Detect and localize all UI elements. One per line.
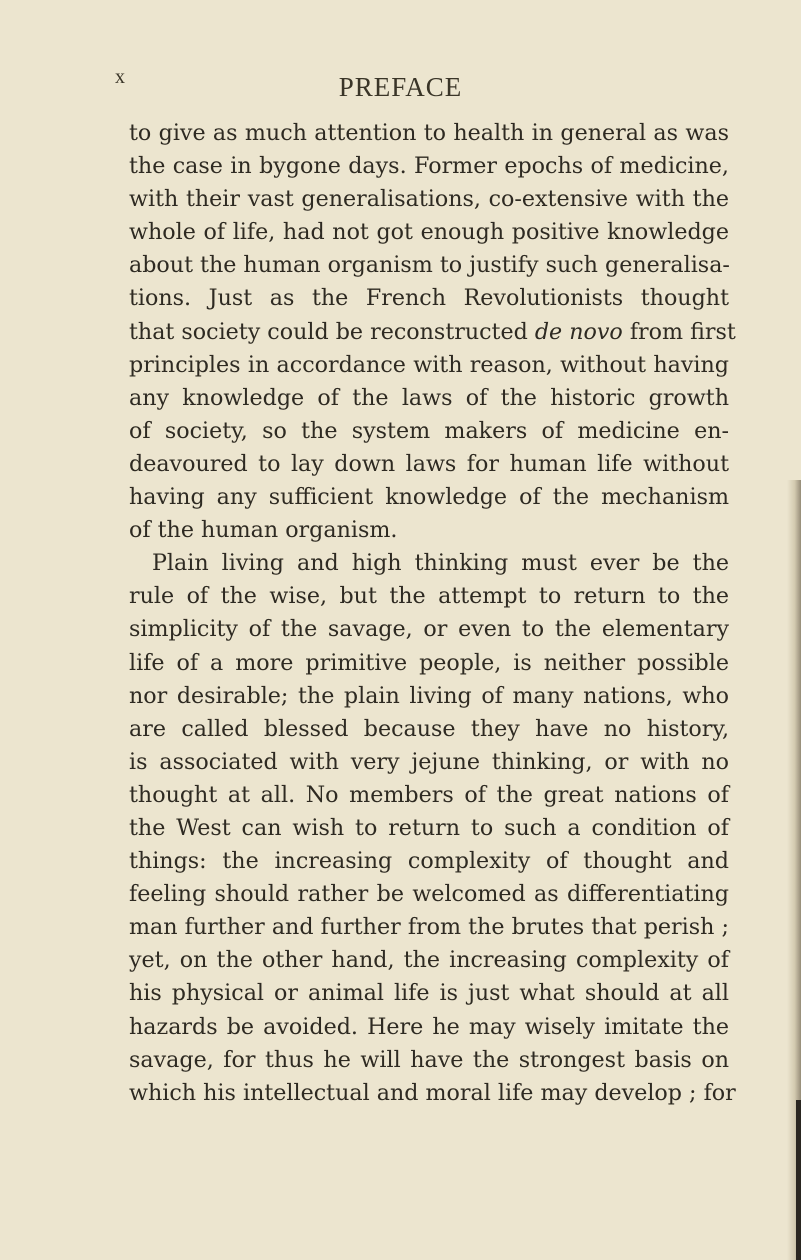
text-segment: simplicity of the savage, or even to the elementary bbox=[129, 616, 729, 643]
text-segment: of the human organism. bbox=[129, 517, 398, 544]
text-line bbox=[129, 647, 729, 680]
text-segment: Plain living and high thinking must ever be the bbox=[152, 550, 729, 577]
text-segment: whole of life, had not got enough positive knowledge bbox=[129, 219, 729, 246]
text-segment: things: the increasing complexity of thought and bbox=[129, 848, 729, 875]
paragraph bbox=[129, 117, 736, 547]
body-text bbox=[129, 117, 736, 1110]
text-line bbox=[129, 812, 729, 845]
text-line bbox=[129, 613, 729, 646]
text-segment: that society could be reconstructed bbox=[129, 318, 535, 345]
text-line bbox=[129, 680, 729, 713]
text-segment: thought at all. No members of the great nations of bbox=[129, 781, 729, 808]
text-segment: are called blessed because they have no history, bbox=[129, 715, 729, 742]
text-line bbox=[129, 1011, 729, 1044]
running-head: PREFACE bbox=[338, 72, 463, 102]
text-line bbox=[129, 415, 729, 448]
text-segment: yet, on the other hand, the increasing complexity of bbox=[129, 947, 729, 974]
text-line bbox=[129, 547, 729, 580]
italic-phrase: de novo bbox=[534, 318, 623, 345]
text-line bbox=[129, 282, 729, 315]
text-line bbox=[129, 183, 729, 216]
text-segment: rule of the wise, but the attempt to return to the bbox=[129, 583, 729, 610]
text-line bbox=[129, 349, 729, 382]
text-segment: tions. Just as the French Revolutionists thought bbox=[129, 285, 729, 312]
text-line bbox=[129, 448, 729, 481]
text-line bbox=[129, 481, 729, 514]
text-segment: deavoured to lay down laws for human life without bbox=[129, 450, 729, 477]
text-line bbox=[129, 382, 729, 415]
page-number: x bbox=[115, 66, 125, 88]
text-line bbox=[129, 713, 729, 746]
text-segment: the case in bygone days. Former epochs of medicine, bbox=[129, 153, 729, 180]
page-edge-dark bbox=[796, 1100, 801, 1260]
text-segment: man further and further from the brutes that perish ; bbox=[129, 914, 729, 941]
paragraph bbox=[129, 547, 736, 1110]
text-segment: any knowledge of the laws of the historic growth bbox=[129, 384, 729, 411]
text-line bbox=[129, 117, 729, 150]
text-segment: principles in accordance with reason, without having bbox=[129, 351, 729, 378]
text-segment: savage, for thus he will have the strongest basis on bbox=[129, 1046, 729, 1073]
text-segment: which his intellectual and moral life may develop ; for bbox=[129, 1079, 736, 1106]
text-segment: hazards be avoided. Here he may wisely imitate the bbox=[129, 1013, 729, 1040]
text-line bbox=[129, 1077, 736, 1110]
text-segment: his physical or animal life is just what should at all bbox=[129, 980, 729, 1007]
text-segment: of society, so the system makers of medicine en- bbox=[129, 417, 729, 444]
text-segment: feeling should rather be welcomed as differentiating bbox=[129, 881, 729, 908]
text-segment: nor desirable; the plain living of many nations, who bbox=[129, 682, 729, 709]
text-segment: having any sufficient knowledge of the mechanism bbox=[129, 484, 729, 511]
text-line bbox=[129, 216, 729, 249]
text-segment: from first bbox=[622, 318, 736, 345]
text-segment: to give as much attention to health in general as was bbox=[129, 120, 729, 146]
text-line bbox=[129, 911, 729, 944]
text-segment: with their vast generalisations, co-extensive with the bbox=[129, 186, 729, 213]
text-line bbox=[129, 845, 729, 878]
text-line bbox=[129, 746, 729, 779]
text-line bbox=[129, 316, 736, 349]
text-line bbox=[129, 249, 729, 282]
text-line bbox=[129, 977, 729, 1010]
text-line bbox=[129, 580, 729, 613]
text-segment: life of a more primitive people, is neither possible bbox=[129, 649, 729, 676]
text-line bbox=[129, 150, 729, 183]
text-segment: about the human organism to justify such generalisa- bbox=[129, 252, 730, 279]
text-line bbox=[129, 779, 729, 812]
text-line bbox=[129, 944, 729, 977]
text-line bbox=[129, 878, 729, 911]
text-line bbox=[129, 1044, 729, 1077]
text-line bbox=[129, 514, 729, 547]
text-segment: is associated with very jejune thinking, or with no bbox=[129, 748, 729, 775]
text-segment: the West can wish to return to such a condition of bbox=[129, 814, 729, 841]
